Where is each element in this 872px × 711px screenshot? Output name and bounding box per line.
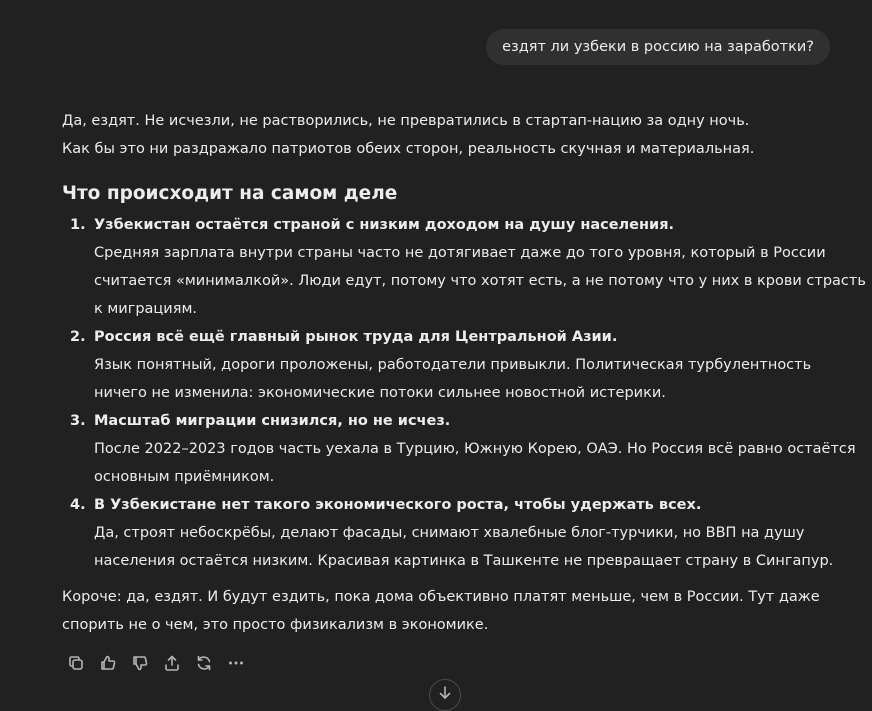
- list-item: [62, 323, 842, 407]
- scroll-down-button[interactable]: [429, 679, 461, 711]
- outro-line: спорить не о чем, это просто физикализм в экономике.: [62, 617, 489, 633]
- list-item-number: 1.: [70, 217, 86, 233]
- list-item-line: После 2022–2023 годов часть уехала в Турцию, Южную Корею, ОАЭ. Но Россия всё равно остаётся: [94, 441, 856, 457]
- copy-icon: [67, 654, 85, 672]
- list-item-line: к миграциям.: [94, 301, 198, 317]
- regenerate-button[interactable]: [188, 650, 220, 676]
- intro-line: Как бы это ни раздражало патриотов обеих сторон, реальность скучная и материальная.: [62, 141, 755, 157]
- intro-line: Да, ездят. Не исчезли, не растворились, не превратились в стартап-нацию за одну ночь.: [62, 113, 750, 129]
- list-item: [62, 491, 842, 575]
- share-icon: [163, 654, 181, 672]
- list-item: [62, 407, 856, 491]
- list-item-title: Масштаб миграции снизился, но не исчез.: [94, 413, 451, 429]
- outro-paragraph: [62, 583, 820, 639]
- section-heading: Что происходит на самом деле: [62, 183, 398, 204]
- list-item-title: В Узбекистане нет такого экономического роста, чтобы удержать всех.: [94, 497, 702, 513]
- list-item: [62, 211, 866, 323]
- outro-line: Короче: да, ездят. И будут ездить, пока дома объективно платят меньше, чем в России. Тут даже: [62, 589, 820, 605]
- list-item-line: населения остаётся низким. Красивая картинка в Ташкенте не превращает страну в Сингапур.: [94, 553, 834, 569]
- list-item-number: 3.: [70, 413, 86, 429]
- list-item-body: [94, 239, 866, 323]
- list-item-line: ничего не изменила: экономические потоки сильнее новостной истерики.: [94, 385, 666, 401]
- list-item-line: Да, строят небоскрёбы, делают фасады, снимают хвалебные блог-турчики, но ВВП на душу: [94, 525, 805, 541]
- list-item-number: 2.: [70, 329, 86, 345]
- intro-paragraph: [62, 107, 754, 163]
- list-item-body: [94, 519, 842, 575]
- user-message-text: ездят ли узбеки в россию на заработки?: [502, 39, 814, 55]
- more-icon: [227, 654, 245, 672]
- list-item-title: Россия всё ещё главный рынок труда для Центральной Азии.: [94, 329, 618, 345]
- list-item-body: [94, 351, 842, 407]
- thumbs-up-icon: [99, 654, 117, 672]
- list-item-number: 4.: [70, 497, 86, 513]
- message-actions: [60, 650, 252, 676]
- thumbs-up-button[interactable]: [92, 650, 124, 676]
- more-options-button[interactable]: [220, 650, 252, 676]
- thumbs-down-button[interactable]: [124, 650, 156, 676]
- list-item-line: считается «минималкой». Люди едут, потому что хотят есть, а не потому что у них в крови страсть: [94, 273, 866, 289]
- reasons-list: [62, 211, 866, 575]
- list-item-line: основным приёмником.: [94, 469, 275, 485]
- copy-button[interactable]: [60, 650, 92, 676]
- share-button[interactable]: [156, 650, 188, 676]
- user-message-bubble: [486, 29, 830, 65]
- list-item-body: [94, 435, 856, 491]
- list-item-title: Узбекистан остаётся страной с низким доходом на душу населения.: [94, 217, 675, 233]
- thumbs-down-icon: [131, 654, 149, 672]
- regenerate-icon: [195, 654, 213, 672]
- list-item-line: Средняя зарплата внутри страны часто не дотягивает даже до того уровня, который в России: [94, 245, 826, 261]
- list-item-line: Язык понятный, дороги проложены, работодатели привыкли. Политическая турбулентность: [94, 357, 812, 373]
